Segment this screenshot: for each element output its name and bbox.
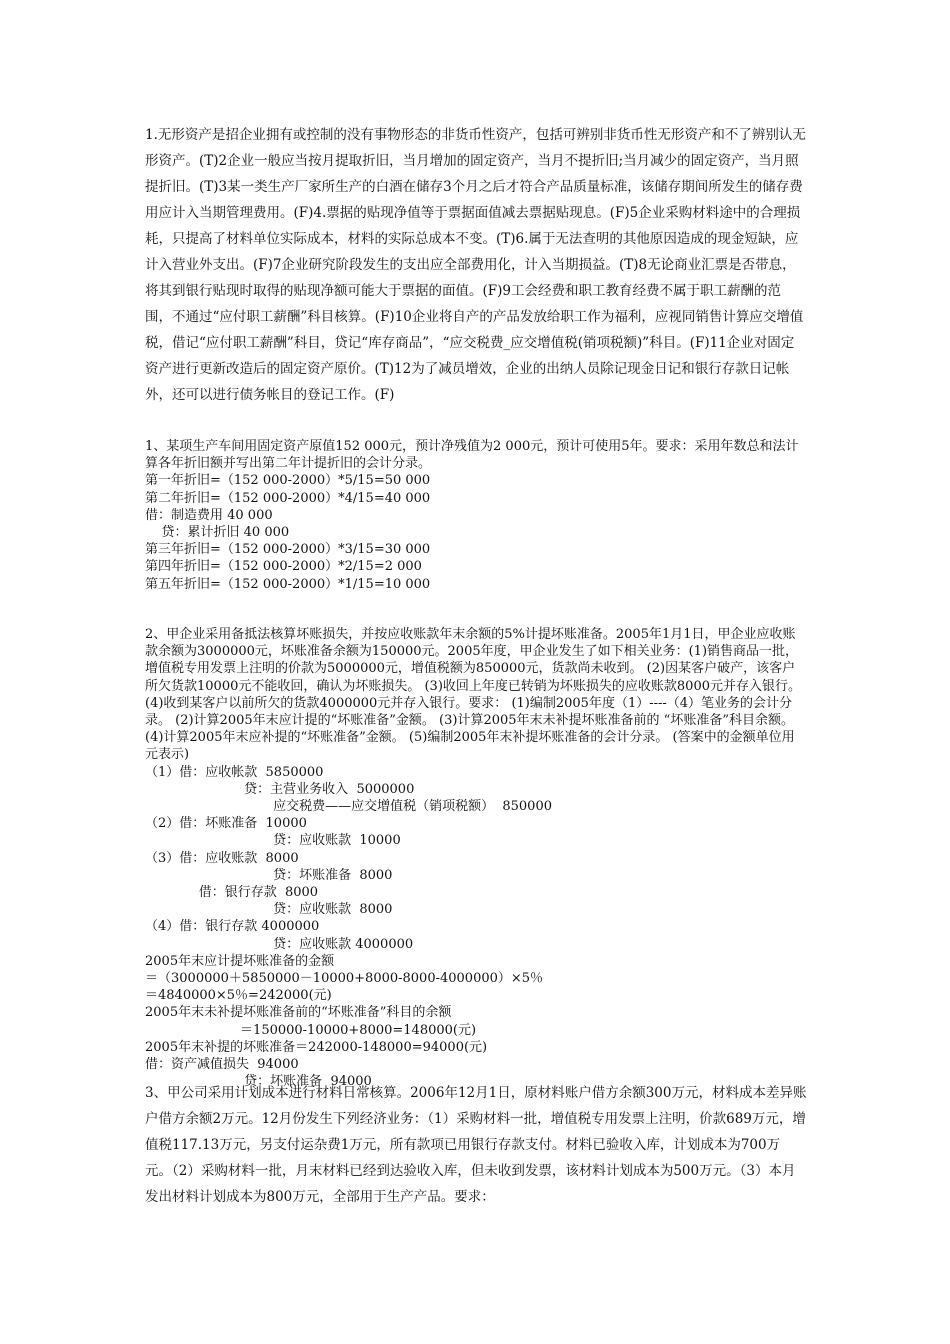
question-1-text: 1、某项生产车间用固定资产原值152 000元，预计净残值为2 000元，预计可使用5年。要求：采用年数总和法计算各年折旧额并写出第二年计提折旧的会计分录。 — [145, 439, 799, 472]
journal-line: （4）借：银行存款 4000000 — [145, 919, 320, 935]
question-1 — [145, 438, 807, 593]
true-false-paragraph — [145, 122, 807, 408]
question-2-text: 2、甲企业采用备抵法核算坏账损失，并按应收账款年末余额的5%计提坏账准备。2005年1月1日，甲企业应收账款余额为3000000元，坏账准备余额为150000元。2005年度，甲企业发生了如下相关业务：(1)销售商品一批，增值税专用发票上注明的价款为5000000元，增值税额为850000元，货款尚未收到。 (2)因某客户破产，该客户所欠货款10000元不能收回，确认为坏账损失。 (3)收回上年度已转销为坏账损失的应收账款8000元并存入银行。 (4)收到某客户以前所欠的货款4000000元并存入银行。要求： (1)编制2005年度（1）----（4）笔业务的会计分录。 (2)计算2005年末应计提的“坏账准备”金额。 (3)计算2005年末未补提坏账准备前的 “坏账准备”科目余额。 (4)计算2005年末应补提的“坏账准备”金额。 (5)编制2005年末补提坏账准备的会计分录。 (答案中的金额单位用元表示) — [145, 627, 801, 763]
answer-line: 第一年折旧=（152 000-2000）*5/15=50 000 — [145, 473, 431, 489]
question-3 — [145, 1080, 807, 1210]
journal-line: 贷：应收账款 4000000 — [145, 936, 414, 952]
journal-line: （2）借：坏账准备 10000 — [145, 816, 307, 832]
calc-line: 2005年末未补提坏账准备前的“坏账准备”科目的余额 — [145, 1005, 452, 1021]
journal-line: （3）借：应收账款 8000 — [145, 850, 299, 866]
answer-line: 第二年折旧=（152 000-2000）*4/15=40 000 — [145, 490, 431, 506]
calc-line: 2005年末补提的坏账准备＝242000-148000=94000(元) — [145, 1039, 488, 1055]
journal-line: 借：资产减值损失 94000 — [145, 1057, 299, 1073]
journal-line: （1）借：应收帐款 5850000 — [145, 764, 324, 780]
journal-line: 贷：应收账款 8000 — [145, 902, 393, 918]
calc-line: ＝150000-10000+8000=148000(元) — [145, 1022, 477, 1038]
journal-line: 借：银行存款 8000 — [145, 885, 319, 901]
answer-line: 贷：累计折旧 40 000 — [145, 525, 290, 541]
journal-line: 贷：主营业务收入 5000000 — [145, 781, 415, 797]
question-3-text: 3、甲公司采用计划成本进行材料日常核算。2006年12月1日，原材料账户借方余额300万元，材料成本差异账户借方余额2万元。12月份发生下列经济业务：（1）采购材料一批，增值税专用发票上注明，价款689万元，增值税117.13万元，另支付运杂费1万元，所有款项已用银行存款支付。材料已验收入库，计划成本为700万元。（2）采购材料一批，月末材料已经到达验收入库，但未收到发票，该材料计划成本为500万元。（3）本月发出材料计划成本为800万元，全部用于生产产品。要求： — [145, 1085, 807, 1205]
journal-line: 贷：坏账准备 8000 — [145, 867, 393, 883]
journal-line: 应交税费——应交增值税（销项税额） 850000 — [145, 799, 552, 815]
question-2 — [145, 626, 807, 1090]
calc-line: 2005年末应计提坏账准备的金额 — [145, 953, 335, 969]
journal-line: 贷：应收账款 10000 — [145, 833, 401, 849]
answer-line: 第三年折旧=（152 000-2000）*3/15=30 000 — [145, 542, 431, 558]
true-false-text: 1.无形资产是招企业拥有或控制的没有事物形态的非货币性资产，包括可辨别非货币性无形资产和不了辨别认无形资产。(T)2企业一般应当按月提取折旧，当月增加的固定资产，当月不提折旧;当月减少的固定资产，当月照提折旧。(T)3某一类生产厂家所生产的白酒在储存3个月之后才符合产品质量标准，该储存期间所发生的储存费用应计入当期管理费用。(F)4.票据的贴现净值等于票据面值减去票据贴现息。(F)5企业采购材料途中的合理损耗，只提高了材料单位实际成本，材料的实际总成本不变。(T)6.属于无法查明的其他原因造成的现金短缺，应计入营业外支出。(F)7企业研究阶段发生的支出应全部费用化，计入当期损益。(T)8无论商业汇票是否带息，将其到银行贴现时取得的贴现净额可能大于票据的面值。(F)9工会经费和职工教育经费不属于职工薪酬的范围，不通过“应付职工薪酬”科目核算。(F)10企业将自产的产品发放给职工作为福利，应视同销售计算应交增值税，借记“应付职工薪酬”科目，贷记“库存商品”，“应交税费_应交增值税(销项税额)”科目。(F)11企业对固定资产进行更新改造后的固定资产原价。(T)12为了减员增效，企业的出纳人员除记现金日记和银行存款日记帐外，还可以进行债务帐目的登记工作。(F) — [145, 127, 806, 403]
calc-line: ＝（3000000＋5850000－10000+8000-8000-4000000）×5％ — [145, 971, 544, 987]
journal-line: 贷：坏账准备 94000 — [145, 1074, 372, 1090]
answer-line: 第四年折旧=（152 000-2000）*2/15=2 000 — [145, 559, 422, 575]
answer-line: 借：制造费用 40 000 — [145, 507, 273, 523]
calc-line: ＝4840000×5％=242000(元) — [145, 988, 332, 1004]
answer-line: 第五年折旧=（152 000-2000）*1/15=10 000 — [145, 576, 431, 592]
